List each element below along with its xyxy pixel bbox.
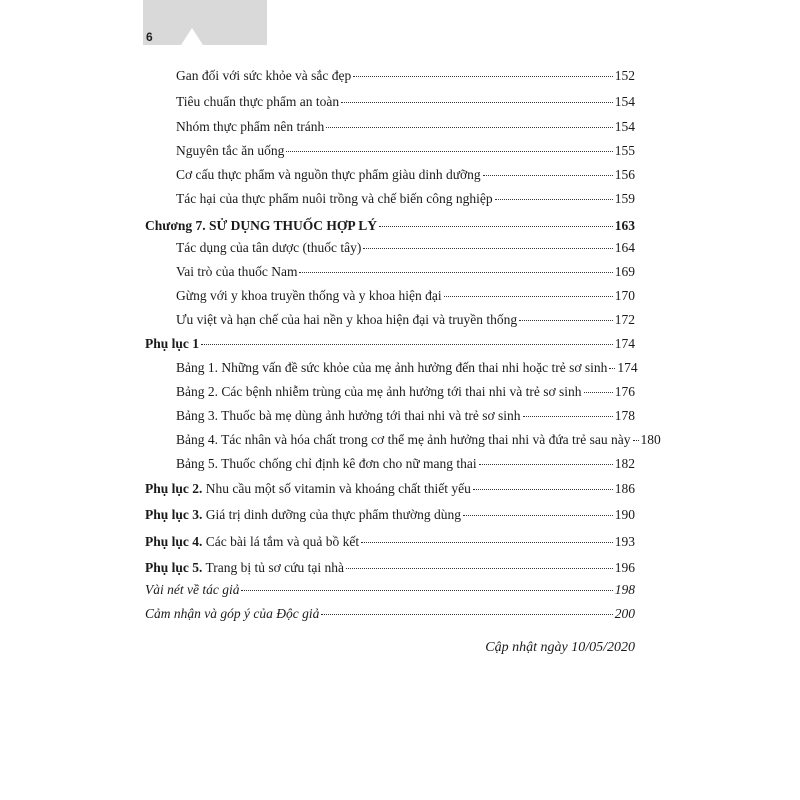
leader-dots <box>299 272 612 273</box>
toc-entry <box>145 456 635 472</box>
toc-entry-page: 159 <box>614 191 635 206</box>
toc-entry-page: 200 <box>614 606 635 621</box>
toc-entry-title: Ưu việt và hạn chế của hai nền y khoa hiện đại và truyền thống <box>176 312 518 327</box>
leader-dots <box>483 175 613 176</box>
toc-entry-title: Bảng 2. Các bệnh nhiễm trùng của mẹ ảnh hưởng tới thai nhi và trẻ sơ sinh <box>176 384 582 399</box>
toc-entry-title: Bảng 5. Thuốc chống chỉ định kê đơn cho nữ mang thai <box>176 456 477 471</box>
toc-entry-page: 156 <box>614 167 635 182</box>
toc-entry-page: 174 <box>614 336 635 351</box>
appendix-label: Phụ lục 2. <box>145 481 203 496</box>
toc-appendix-title <box>145 534 359 550</box>
toc-appendix-title <box>145 481 471 497</box>
toc-entry-page: 193 <box>614 534 635 549</box>
toc-chapter <box>145 218 635 234</box>
appendix-label: Phụ lục 3. <box>145 507 203 522</box>
toc-entry-title: Tác hại của thực phẩm nuôi trồng và chế biến công nghiệp <box>176 191 493 206</box>
leader-dots <box>584 392 613 393</box>
toc-entry-page: 154 <box>614 94 635 109</box>
leader-dots <box>286 151 612 152</box>
toc-entry-title: Cơ cấu thực phẩm và nguồn thực phẩm giàu dinh dưỡng <box>176 167 481 182</box>
toc-entry-page: 155 <box>614 143 635 158</box>
leader-dots <box>321 614 612 615</box>
toc-entry <box>145 167 635 183</box>
toc-entry-page: 198 <box>614 582 635 597</box>
toc-entry <box>145 312 635 328</box>
toc-appendix-title <box>145 507 461 523</box>
toc-appendix <box>145 336 635 352</box>
toc-appendix <box>145 560 635 576</box>
appendix-title: Nhu cầu một số vitamin và khoáng chất thiết yếu <box>202 481 471 496</box>
toc-entry-title: Gừng với y khoa truyền thống và y khoa hiện đại <box>176 288 442 303</box>
toc-chapter-title: Chương 7. SỬ DỤNG THUỐC HỢP LÝ <box>145 218 377 233</box>
toc-entry <box>145 408 635 424</box>
toc-entry-title: Vai trò của thuốc Nam <box>176 264 298 279</box>
toc-entry-title: Tiêu chuẩn thực phẩm an toàn <box>176 94 340 109</box>
leader-dots <box>326 127 612 128</box>
toc-entry-page: 170 <box>614 288 635 303</box>
toc-entry <box>145 582 635 598</box>
toc-entry <box>145 288 635 304</box>
toc-entry-page: 174 <box>617 360 638 375</box>
leader-dots <box>609 368 615 369</box>
toc-entry-title: Tác dụng của tân dược (thuốc tây) <box>176 240 362 255</box>
toc-entry <box>145 94 635 110</box>
toc-appendix-title <box>145 336 199 352</box>
toc-entry-title: Nguyên tắc ăn uống <box>176 143 285 158</box>
toc-appendix <box>145 534 635 550</box>
appendix-label: Phụ lục 5. <box>145 560 203 575</box>
leader-dots <box>519 320 613 321</box>
toc-entry <box>145 360 638 376</box>
toc-entry-page: 154 <box>614 119 635 134</box>
toc-entry-page: 176 <box>614 384 635 399</box>
appendix-label: Phụ lục 1 <box>145 336 200 351</box>
toc-appendix <box>145 481 635 497</box>
toc-entry <box>145 264 635 280</box>
leader-dots <box>633 440 639 441</box>
appendix-label: Phụ lục 4. <box>145 534 203 549</box>
toc-entry-page: 169 <box>614 264 635 279</box>
leader-dots <box>363 248 612 249</box>
toc-entry-title: Bảng 4. Tác nhân và hóa chất trong cơ thể mẹ ảnh hưởng thai nhi và đứa trẻ sau này <box>176 432 631 447</box>
toc-entry-page: 196 <box>614 560 635 575</box>
toc-entry-page: 164 <box>614 240 635 255</box>
toc-entry-page: 182 <box>614 456 635 471</box>
toc-entry-page: 190 <box>614 507 635 522</box>
toc-entry-page: 186 <box>614 481 635 496</box>
leader-dots <box>463 515 613 516</box>
leader-dots <box>479 464 613 465</box>
toc-entry <box>145 143 635 159</box>
page-header-tab <box>143 0 267 45</box>
toc-appendix-title <box>145 560 344 576</box>
toc-entry <box>145 432 661 448</box>
leader-dots <box>241 590 612 591</box>
toc-entry-title: Gan đối với sức khỏe và sắc đẹp <box>176 68 352 83</box>
header-notch <box>181 28 203 45</box>
appendix-title: Trang bị tủ sơ cứu tại nhà <box>202 560 344 575</box>
leader-dots <box>495 199 613 200</box>
toc-appendix <box>145 507 635 523</box>
toc-entry-title: Nhóm thực phẩm nên tránh <box>176 119 325 134</box>
appendix-title: Các bài lá tắm và quả bồ kết <box>202 534 360 549</box>
leader-dots <box>346 568 613 569</box>
leader-dots <box>523 416 613 417</box>
toc-entry <box>145 606 635 622</box>
leader-dots <box>341 102 613 103</box>
toc-entry <box>145 191 635 207</box>
toc-entry-page: 152 <box>614 68 635 83</box>
toc-entry-title: Bảng 1. Những vấn đề sức khỏe của mẹ ảnh hưởng đến thai nhi hoặc trẻ sơ sinh <box>176 360 608 375</box>
toc-entry <box>145 68 635 84</box>
leader-dots <box>201 344 613 345</box>
toc-entry-page: 172 <box>614 312 635 327</box>
toc-entry-title: Cảm nhận và góp ý của Độc giả <box>145 606 320 621</box>
leader-dots <box>379 226 613 227</box>
appendix-title: Giá trị dinh dưỡng của thực phẩm thường dùng <box>202 507 461 522</box>
toc-entry <box>145 240 635 256</box>
leader-dots <box>473 489 613 490</box>
toc-entry-page: 178 <box>614 408 635 423</box>
leader-dots <box>361 542 613 543</box>
toc-entry <box>145 384 635 400</box>
leader-dots <box>353 76 612 77</box>
toc-entry <box>145 119 635 135</box>
update-note: Cập nhật ngày 10/05/2020 <box>485 640 635 655</box>
toc-entry-page: 163 <box>614 218 635 233</box>
toc-entry-page: 180 <box>640 432 661 447</box>
page-number: 6 <box>146 30 153 44</box>
leader-dots <box>444 296 613 297</box>
toc-entry-title: Vài nét về tác giả <box>145 582 240 597</box>
toc-entry-title: Bảng 3. Thuốc bà mẹ dùng ảnh hưởng tới thai nhi và trẻ sơ sinh <box>176 408 521 423</box>
